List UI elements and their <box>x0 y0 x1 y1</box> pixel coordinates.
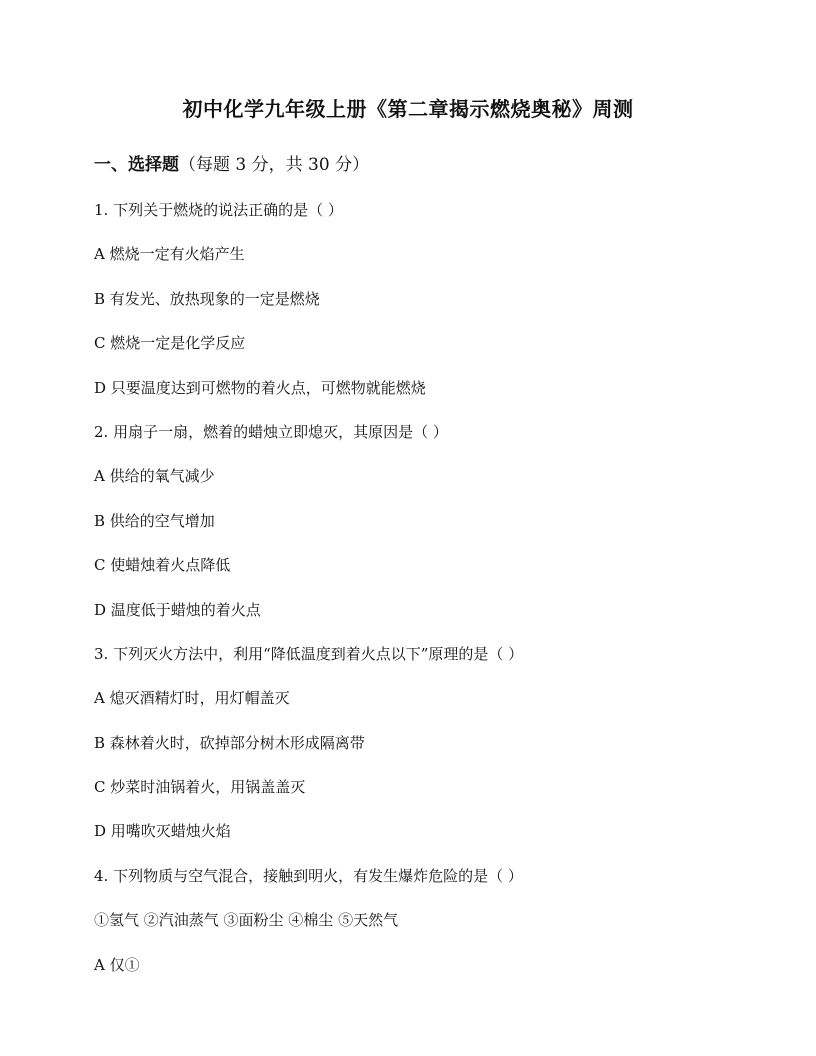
page-title: 初中化学九年级上册《第二章揭示燃烧奥秘》周测 <box>182 97 634 121</box>
section-heading-label: 一、选择题 <box>94 155 179 175</box>
question-2-option-b: B 供给的空气增加 <box>94 511 215 530</box>
question-1-stem: 1. 下列关于燃烧的说法正确的是（ ） <box>94 201 343 219</box>
question-3-option-a: A 熄灭酒精灯时，用灯帽盖灭 <box>94 689 290 708</box>
question-2-stem: 2. 用扇子一扇，燃着的蜡烛立即熄灭，其原因是（ ） <box>94 422 448 441</box>
question-4-option-a: A 仅① <box>94 955 140 974</box>
question-list <box>94 200 734 999</box>
question-3-option-c: C 炒菜时油锅着火，用锅盖盖灭 <box>94 778 306 797</box>
question-3-option-d: D 用嘴吹灭蜡烛火焰 <box>94 822 231 841</box>
question-2-option-c: C 使蜡烛着火点降低 <box>94 556 231 575</box>
section-heading-note: （每题 3 分，共 30 分） <box>179 155 370 175</box>
question-2-option-a: A 供给的氧气减少 <box>94 467 215 486</box>
question-1-option-b: B 有发光、放热现象的一定是燃烧 <box>94 289 320 308</box>
question-4-stem: 4. 下列物质与空气混合，接触到明火，有发生爆炸危险的是（ ） <box>94 866 523 885</box>
question-2-option-d: D 温度低于蜡烛的着火点 <box>94 600 261 619</box>
question-4-items: ①氢气 ②汽油蒸气 ③面粉尘 ④棉尘 ⑤天然气 <box>94 911 399 930</box>
question-1-option-c: C 燃烧一定是化学反应 <box>94 334 246 353</box>
question-1-option-d: D 只要温度达到可燃物的着火点，可燃物就能燃烧 <box>94 378 426 397</box>
question-1-option-a: A 燃烧一定有火焰产生 <box>94 245 245 264</box>
question-3-stem: 3. 下列灭火方法中，利用“降低温度到着火点以下”原理的是（ ） <box>94 644 524 663</box>
section-heading <box>94 150 369 175</box>
question-3-option-b: B 森林着火时，砍掉部分树木形成隔离带 <box>94 733 365 752</box>
